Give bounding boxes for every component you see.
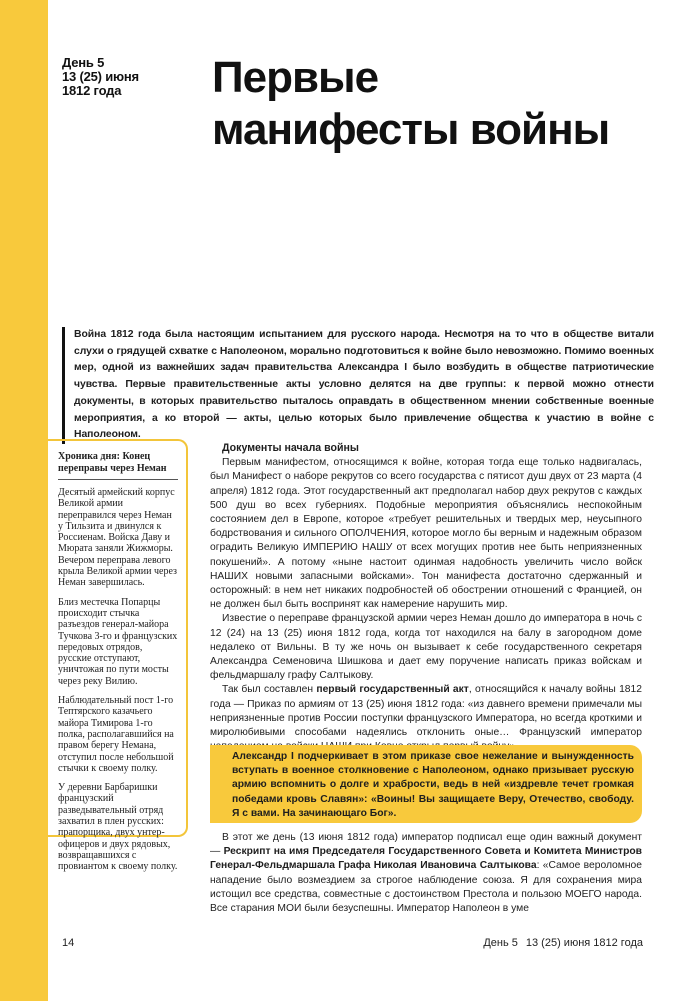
day-date-label xyxy=(62,56,192,98)
day-year: 1812 года xyxy=(62,83,122,98)
article-paragraph xyxy=(210,683,642,754)
footer-date: 13 (25) июня 1812 года xyxy=(525,937,643,949)
sidebar-paragraph: Близ местечка Попарцы происходит стычка разъездов генерал-майора Тучкова 3-го и французских передовых отрядов, русские отступают, уничтожая по пути мосты через реку Вилию. xyxy=(58,596,178,687)
article-paragraph: Первым манифестом, относящимся к войне, которая тогда еще только надвигалась, был Манифест о наборе рекрутов со всего государства с пятисот душ двух от 23 марта (4 апреля) 1812 года. Этот государственный акт предполагал набор двух рекрутов с каждых 500 душ во всех губерниях. Подобные мероприятия объяснялись неспокойным состоянием дел в Европе, которое «требует решительных и твердых мер, неусыпного бодрствования и сильного ОПОЛЧЕНИЯ, которое могло бы верным и надежным образом оградить Великую ИМПЕРИЮ НАШУ от всех могущих против нее быть неприязненных покушений». А потому «ныне настоит одинмая надобность увеличить число войск НАШИХ новыми запасными войсками». Тон манифеста достаточно сдержанный и осторожный: в нем нет никаких подробностей об обострении отношений с Францией, он не должен был быть воспринят как намерение нарушить мир. xyxy=(210,457,642,611)
sidebar-paragraph: У деревни Барбаришки французский разведывательный отряд захватил в плен русских: прапорщика, двух унтер-офицеров и двух рядовых, возвращавшихся с провиантом к своему полку. xyxy=(58,782,178,873)
intro-paragraph: Война 1812 года была настоящим испытанием для русского народа. Несмотря на то что в обществе витали слухи о грядущей схватке с Наполеоном, морально подготовиться к войне было невозможно. Помимо военных мер, одной из важнейших задач правительства Александра I было возбудить в обществе патриотические чувства. Первые правительственные акты условно делятся на две группы: к первой можно отнести документы, в которых правительство пыталось оправдать в общественном мнении собственные военные мероприятия, а ко второй — акты, целью которых было привлечение общества к участию в войне с Наполеоном. xyxy=(62,327,654,444)
quote-callout: Александр I подчеркивает в этом приказе свое нежелание и вынужденность вступать в военное столкновение с Наполеоном, однако призывает русскую армию вспомнить о долге и храбрости, ведь в ней «издревле течет громкая победами кровь Славян»: «Воины! Вы защищаете Веру, Отечество, свободу. Я с вами. На зачинающаго Бог». xyxy=(210,745,642,823)
sidebar-paragraph: Наблюдательный пост 1-го Тептярского казачьего майора Тимирова 1-го полка, располагавшийся на правом берегу Немана, отступил после небольшой стычки к своему полку. xyxy=(58,695,174,774)
yellow-margin-band xyxy=(0,0,48,1001)
title-line-2: манифесты войны xyxy=(212,105,610,154)
footer-day: День 5 xyxy=(483,937,518,949)
main-article xyxy=(210,441,642,754)
text-run: В этот же день (13 июня 1812 года) император подписал еще один важный документ — xyxy=(210,832,642,858)
text-run: : «Самое вероломное нападение было возмездием за строгое наблюдение союза. Я для сохранения мира истощил все средства, совместные с достоинством Престола и пользою МОЕГО народа. Все старания МОИ были безуспешны. Император Наполеон в уме xyxy=(210,860,643,915)
article-paragraph xyxy=(210,831,642,916)
text-run: , относящийся к началу войны 1812 года — Приказ по армиям от 13 (25) июня 1812 года: «из давнего времени примечали мы неприязненные против России поступки французского Императора, но всегда кроткими и миролюбивыми способами надеялись отклонить оные… Французский император xyxy=(210,684,642,739)
day-date: 13 (25) июня xyxy=(62,69,139,84)
article-paragraph: Известие о переправе французской армии через Неман дошло до императора в ночь с 12 (24) на 13 (25) июня 1812 года, когда тот находился на балу в загородном доме недалеко от Вильны. В ту же ночь он вызывает к себе государственного секретаря Александра Семеновича Шишкова и дает ему поручение написать приказ войскам и фельдмаршалу графу Салтыкову. xyxy=(210,613,642,682)
article-continuation xyxy=(210,831,642,916)
page-number: 14 xyxy=(62,937,75,949)
section-heading: Документы начала войны xyxy=(222,442,359,454)
running-footer xyxy=(475,937,643,949)
bold-text-run: Рескрипт на имя Председателя Государственного Совета и Комитета Министров Генерал-Фельдмаршала Графа Николая Ивановича Салтыкова xyxy=(210,846,642,872)
page-title xyxy=(212,52,652,156)
bold-text-run: первый государственный акт xyxy=(316,684,469,696)
sidebar-paragraph: Десятый армейский корпус Великой армии переправился через Неман у Тильзита и двинулся к Россиенам. Войска Даву и Мюрата заняли Жижморы. Вечером переправа левого крыла Великой армии через Неман завершилась. xyxy=(58,487,177,589)
chronicle-sidebar xyxy=(48,439,188,873)
title-line-1: Первые xyxy=(212,53,379,102)
sidebar-title: Хроника дня: Конец переправы через Неман xyxy=(58,451,178,480)
day-number: День 5 xyxy=(62,55,105,70)
text-run: Так был составлен xyxy=(222,684,317,696)
